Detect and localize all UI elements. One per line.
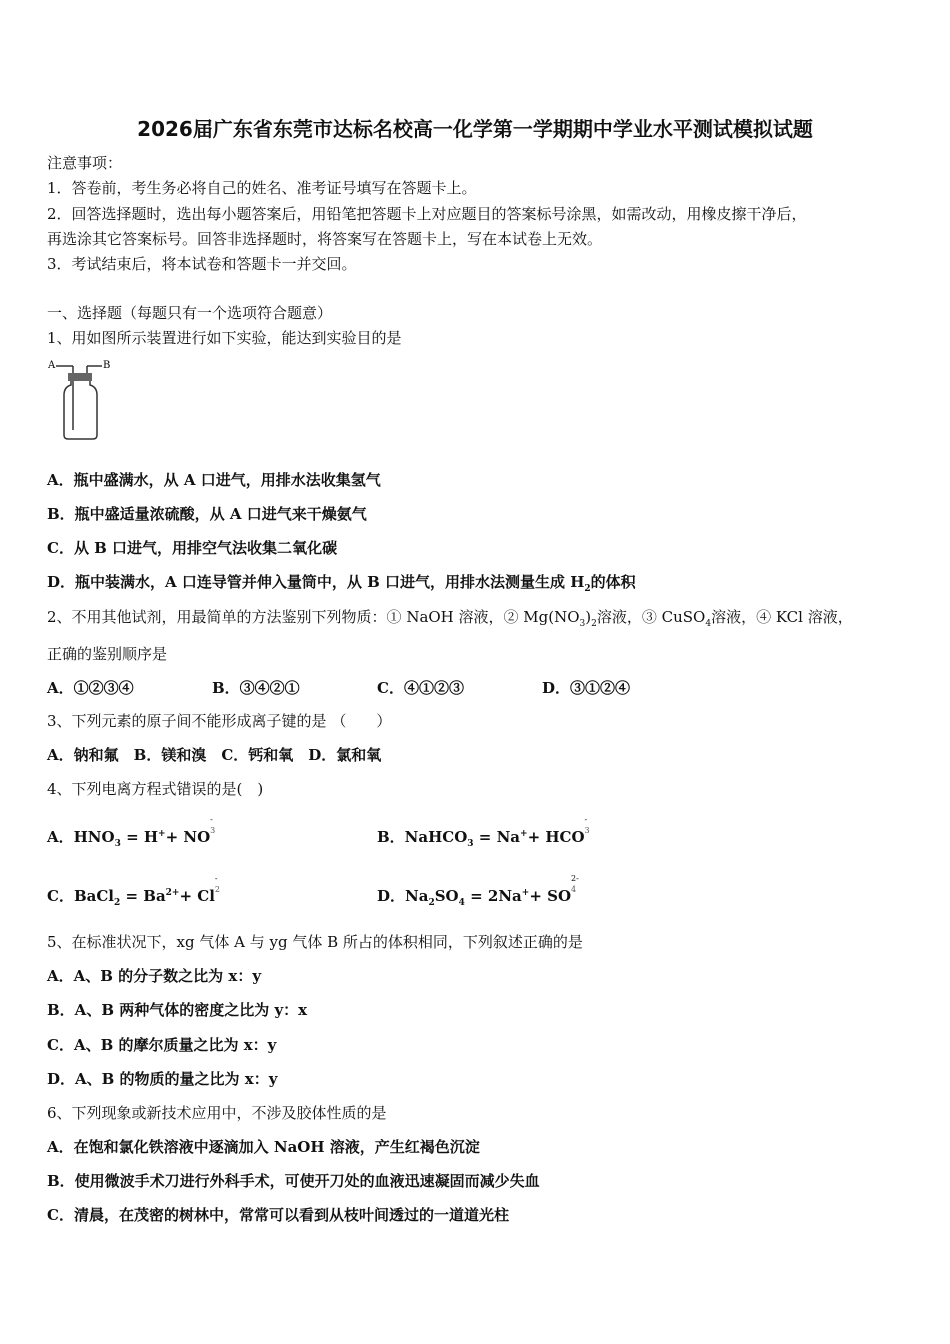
q4-option-b: B．NaHCO$_3$ = Na++ HCO - 3 xyxy=(377,815,590,849)
section-heading: 一、选择题（每题只有一个选项符合题意） xyxy=(47,304,333,322)
q5-option-d: D．A、B 的物质的量之比为 x：y xyxy=(47,1070,278,1088)
q2-option-a: A．①②③④ xyxy=(47,679,134,697)
notes-heading: 注意事项： xyxy=(47,154,123,172)
q4-stem: 4、下列电离方程式错误的是( ) xyxy=(47,780,264,798)
q6-stem: 6、下列现象或新技术应用中，不涉及胶体性质的是 xyxy=(47,1104,387,1122)
port-b-label: B xyxy=(103,360,111,371)
q5-stem: 5、在标准状况下，xg 气体 A 与 yg 气体 B 所占的体积相同，下列叙述正确的是 xyxy=(47,933,583,951)
q2-option-d: D．③①②④ xyxy=(542,679,631,697)
note-2a: 2．回答选择题时，选出每小题答案后，用铅笔把答题卡上对应题目的答案标号涂黑，如需改动，用橡皮擦干净后， xyxy=(47,205,807,223)
q2-stem: 2、不用其他试剂，用最简单的方法鉴别下列物质：① NaOH 溶液，② $Mg(NO_3)_2$溶液，③ CuSO$_4$溶液，④ KCl 溶液， xyxy=(47,608,853,629)
q2-option-b: B．③④②① xyxy=(212,679,300,697)
q1-stem: 1、用如图所示装置进行如下实验，能达到实验目的是 xyxy=(47,329,402,347)
q4-option-d: D．$Na_2SO_4 = 2Na^++$ SO 2- 4 xyxy=(377,874,579,908)
note-1: 1．答卷前，考生务必将自己的姓名、准考证号填写在答题卡上。 xyxy=(47,179,477,197)
gas-bottle-diagram xyxy=(47,357,109,441)
q1-option-a: A．瓶中盛满水，从 A 口进气，用排水法收集氢气 xyxy=(47,471,381,489)
q5-option-b: B．A、B 两种气体的密度之比为 y：x xyxy=(47,1001,308,1019)
q2-stem-2: 正确的鉴别顺序是 xyxy=(47,645,168,663)
q5-option-a: A．A、B 的分子数之比为 x：y xyxy=(47,967,262,985)
q1-option-d: D．瓶中装满水，A 口连导管并伸入量筒中，从 B 口进气，用排水法测量生成 $H_2$的体积 xyxy=(47,573,636,594)
note-2b: 再选涂其它答案标号。回答非选择题时，将答案写在答题卡上，写在本试卷上无效。 xyxy=(47,230,603,248)
q5-option-c: C．A、B 的摩尔质量之比为 x：y xyxy=(47,1036,277,1054)
q2-option-c: C．④①②③ xyxy=(377,679,464,697)
q1-option-b: B．瓶中盛适量浓硫酸，从 A 口进气来干燥氨气 xyxy=(47,505,367,523)
q6-option-a: A．在饱和氯化铁溶液中逐滴加入 NaOH 溶液，产生红褐色沉淀 xyxy=(47,1138,480,1156)
q3-stem: 3、下列元素的原子间不能形成离子键的是 （ ） xyxy=(47,712,392,730)
q3-options: A．钠和氟 B．镁和溴 C．钙和氧 D．氯和氧 xyxy=(47,746,382,764)
q6-option-b: B．使用微波手术刀进行外科手术，可使开刀处的血液迅速凝固而减少失血 xyxy=(47,1172,540,1190)
q4-option-a: A．$HNO_3 = H^++$ NO - 3 xyxy=(47,815,216,849)
q6-option-c: C．清晨，在茂密的树林中，常常可以看到从枝叶间透过的一道道光柱 xyxy=(47,1206,509,1224)
q1-option-c: C．从 B 口进气，用排空气法收集二氧化碳 xyxy=(47,539,338,557)
q4-option-c: C．BaCl$_2$ = $Ba^{2+}+ Cl$ - 2 xyxy=(47,874,221,908)
port-a-label: A xyxy=(48,360,56,371)
note-3: 3．考试结束后，将本试卷和答题卡一并交回。 xyxy=(47,255,357,273)
page-title: 2026届广东省东莞市达标名校高一化学第一学期期中学业水平测试模拟试题 xyxy=(137,117,813,141)
